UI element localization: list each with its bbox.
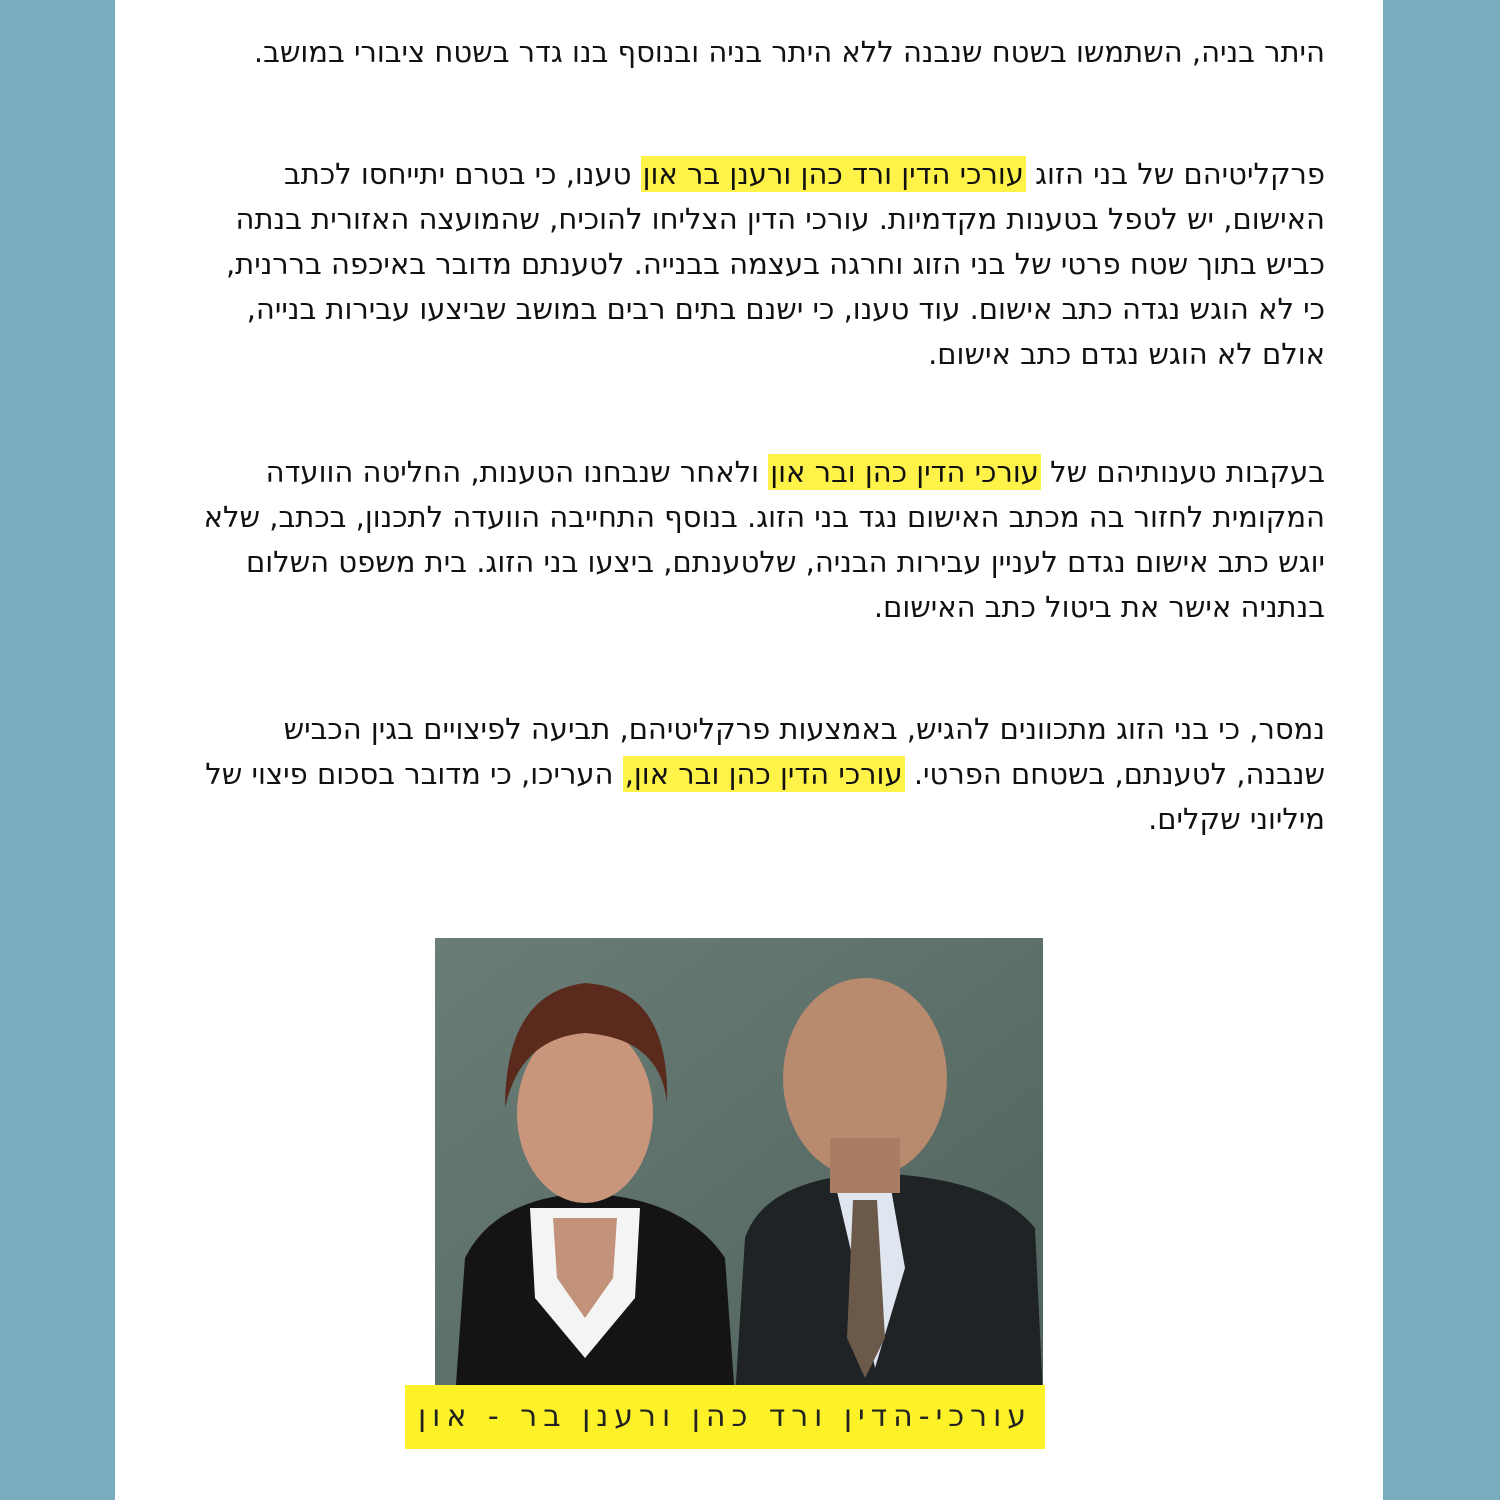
paragraph-2-text (200, 152, 1325, 377)
paragraph-3 (200, 450, 1325, 630)
photo-caption (405, 1385, 1045, 1449)
paragraph-4-lead: נמסר, כי בני הזוג מתכוונים להגיש, באמצעות פרקליטיהם, תביעה לפיצויים בגין הכביש שנבנה, לטענתם, בשטחם הפרטי. (283, 712, 1325, 791)
lawyers-photo (435, 938, 1043, 1398)
paragraph-2-body: טענו, כי בטרם יתייחסו לכתב האישום, יש לטפל בטענות מקדמיות. עורכי הדין הצליחו להוכיח, שהמועצה האזורית בנתה כביש בתוך שטח פרטי של בני הזוג וחרגה בעצמה בבנייה. לטענתם מדובר באיכפה בררנית, כי לא הוגש נגדה כתב אישום. עוד טענו, כי ישנם בתים רבים במושב שביצעו עבירות בנייה, אולם לא הוגש נגדם כתב אישום. (225, 157, 1325, 371)
paragraph-1 (200, 30, 1325, 75)
paragraph-3-body: ולאחר שנבחנו הטענות, החליטה הוועדה המקומית לחזור בה מכתב האישום נגד בני הזוג. בנוסף התחייבה הוועדה לתכנון, בכתב, שלא יוגש כתב אישום נגדם לעניין עבירות הבניה, שלטענתם, ביצעו בני הזוג. בית משפט השלום בנתניה אישר את ביטול כתב האישום. (203, 455, 1325, 624)
man-neck (830, 1138, 900, 1193)
paragraph-4 (200, 707, 1325, 842)
paragraph-2-lead: פרקליטיהם של בני הזוג (1025, 157, 1325, 191)
paragraph-3-text (200, 450, 1325, 630)
paragraph-4-body: העריכו, כי מדובר בסכום פיצוי של מיליוני שקלים. (205, 757, 1325, 836)
highlighted-lawyer-names: עורכי הדין כהן ובר און, (624, 757, 903, 791)
paragraph-3-lead: בעקבות טענותיהם של (1040, 455, 1325, 489)
paragraph-4-text (200, 707, 1325, 842)
paragraph-1-text: היתר בניה, השתמשו בשטח שנבנה ללא היתר בניה ובנוסף בנו גדר בשטח ציבורי במושב. (253, 35, 1325, 69)
caption-text: עורכי-הדין ורד כהן ורענן בר - און (417, 1399, 1033, 1434)
highlighted-lawyer-names: עורכי הדין כהן ובר און (770, 455, 1039, 489)
document-page (115, 0, 1383, 1500)
paragraph-2 (200, 152, 1325, 377)
highlighted-lawyer-names: עורכי הדין ורד כהן ורענן בר און (642, 157, 1024, 191)
portrait-illustration (435, 938, 1043, 1398)
